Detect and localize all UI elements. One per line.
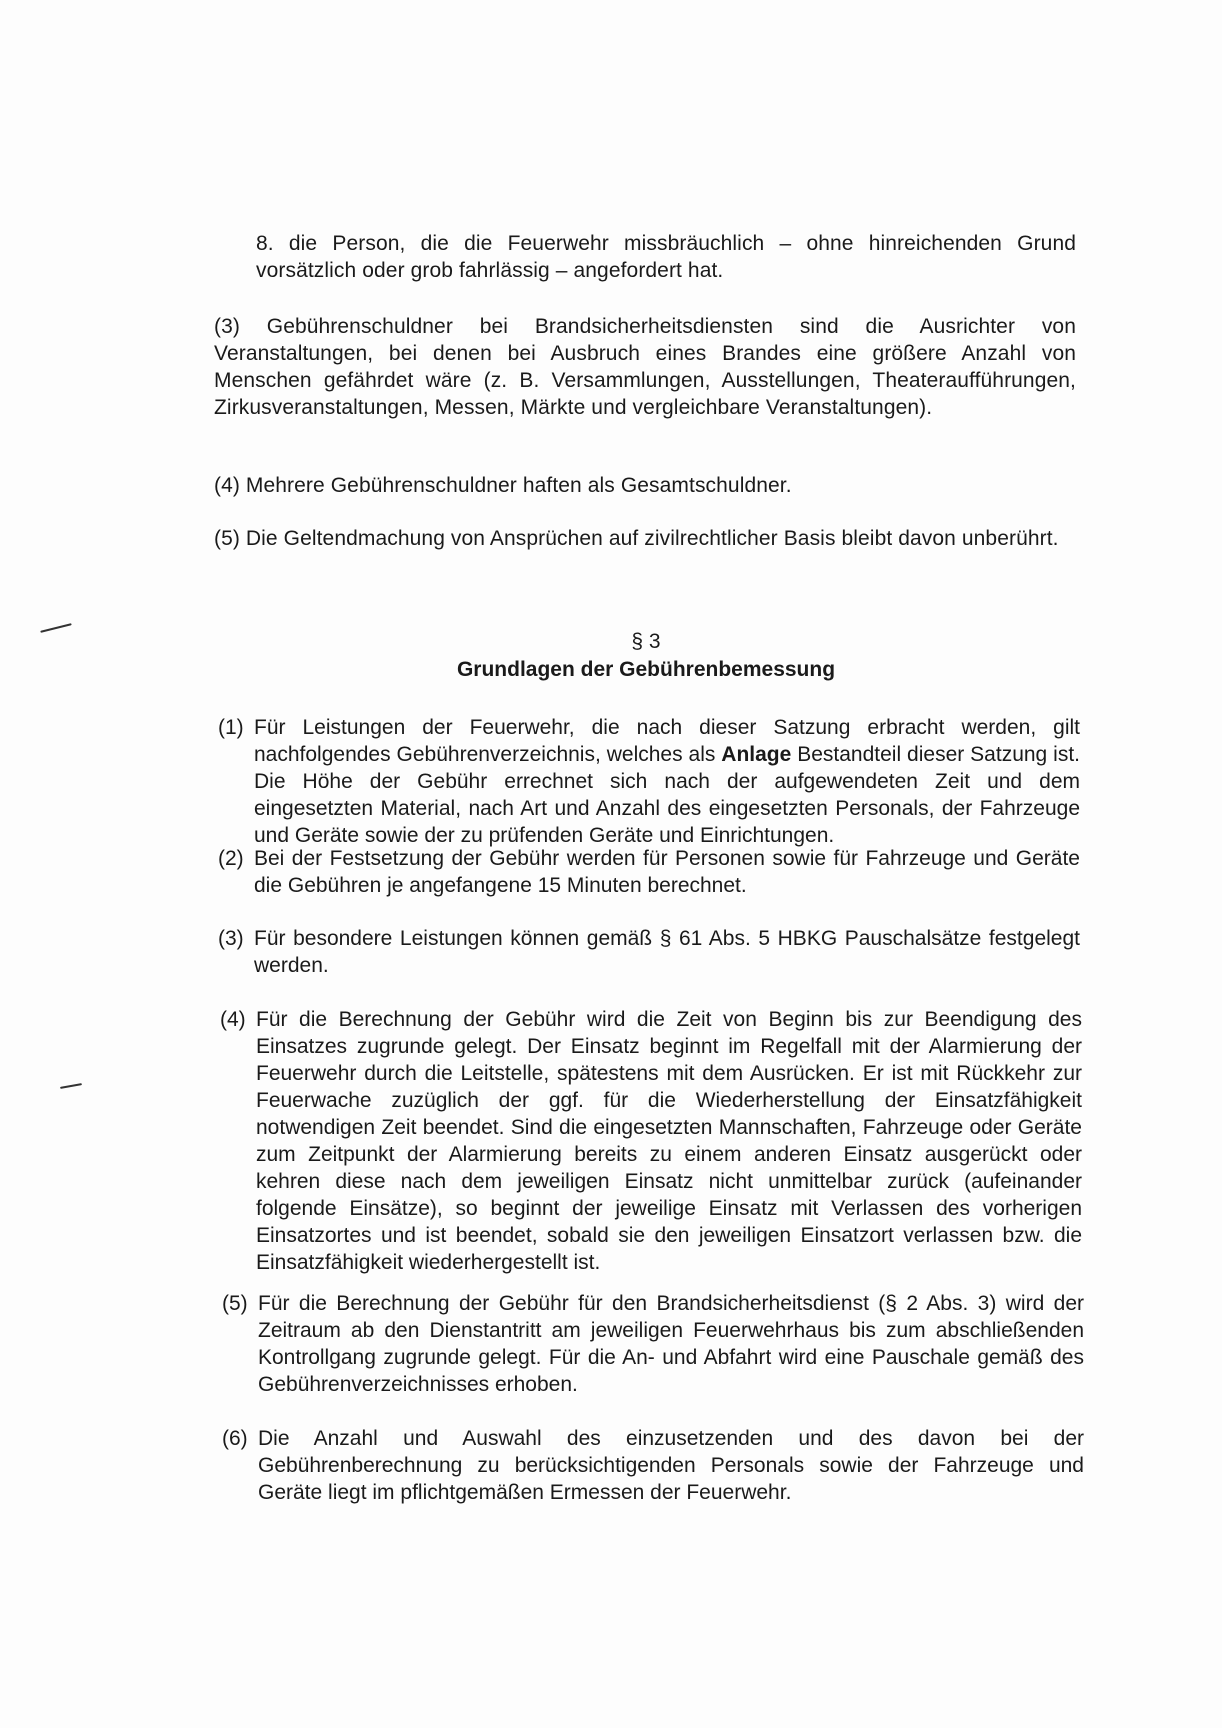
section3-item-3 [218, 925, 1080, 979]
section3-item-2 [218, 845, 1080, 899]
section2-paragraph-3: (3) Gebührenschuldner bei Brandsicherheitsdiensten sind die Ausrichter von Veranstaltungen, bei denen bei Ausbruch eines Brandes eine größere Anzahl von Menschen gefährdet wäre (z. B. Versammlungen, Ausstellungen, Theateraufführungen, Zirkusveranstaltungen, Messen, Märkte und vergleichbare Veranstaltungen). [214, 315, 1076, 419]
section2-paragraph-4: (4) Mehrere Gebührenschuldner haften als Gesamtschuldner. [214, 474, 792, 497]
item-text: Für die Berechnung der Gebühr wird die Zeit von Beginn bis zur Beendigung des Einsatzes zugrunde gelegt. Der Einsatz beginnt im Regelfall mit der Alarmierung der Feuerwehr durch die Leitstelle, spätestens mit dem Ausrücken. Er ist mit Rückkehr zur Feuerwache zuzüglich der ggf. für die Wiederherstellung der Einsatzfähigkeit notwendigen Zeit beendet. Sind die eingesetzten Mannschaften, Fahrzeuge oder Geräte zum Zeitpunkt der Alarmierung bereits zu einem anderen Einsatz ausgerückt oder kehren diese nach dem jeweiligen Einsatz nicht unmittelbar zurück (aufeinander folgende Einsätze), so beginnt der jeweilige Einsatz mit Verlassen des vorherigen Einsatzortes und ist beendet, sobald sie den jeweiligen Einsatzort verlassen bzw. die Einsatzfähigkeit wiederhergestellt ist. [256, 1008, 1082, 1274]
item-number: (5) [222, 1292, 248, 1315]
item-text: Für die Berechnung der Gebühr für den Brandsicherheitsdienst (§ 2 Abs. 3) wird der Zeitraum ab den Dienstantritt am jeweiligen Feuerwehrhaus bis zum abschließenden Kontrollgang zugrunde gelegt. Für die An- und Abfahrt wird eine Pauschale gemäß des Gebührenverzeichnisses erhoben. [258, 1292, 1084, 1396]
section3-number: § 3 [631, 630, 661, 653]
item-number: (4) [220, 1008, 246, 1031]
item-text: Für Leistungen der Feuerwehr, die nach dieser Satzung erbracht werden, gilt nachfolgendes Gebührenverzeichnis, welches als Anlage Bestandteil dieser Satzung ist. Die Höhe der Gebühr errechnet sich nach der aufgewendeten Zeit und dem eingesetzten Material, nach Art und Anzahl des eingesetzten Personals, der Fahrzeuge und Geräte sowie der zu prüfenden Geräte und Einrichtungen. [254, 716, 1080, 847]
section3-title: Grundlagen der Gebührenbemessung [456, 658, 836, 681]
anlage-bold: Anlage [721, 743, 792, 766]
list-item-8: 8. die Person, die die Feuerwehr missbräuchlich – ohne hinreichenden Grund vorsätzlich oder grob fahrlässig – angefordert hat. [256, 232, 1076, 282]
punch-mark-bottom [60, 1083, 82, 1089]
item-number: (1) [218, 716, 244, 739]
item-text: Bei der Festsetzung der Gebühr werden für Personen sowie für Fahrzeuge und Geräte die Gebühren je angefangene 15 Minuten berechnet. [254, 847, 1080, 897]
item-text: Für besondere Leistungen können gemäß § 61 Abs. 5 HBKG Pauschalsätze festgelegt werden. [254, 927, 1080, 977]
section3-item-5 [222, 1290, 1084, 1398]
item-number: (3) [218, 927, 244, 950]
section3-item-6 [222, 1425, 1084, 1506]
item-number: (6) [222, 1427, 248, 1450]
section3-item-4 [220, 1006, 1082, 1276]
item-text: Die Anzahl und Auswahl des einzusetzenden und des davon bei der Gebührenberechnung zu berücksichtigenden Personals sowie der Fahrzeuge und Geräte liegt im pflichtgemäßen Ermessen der Feuerwehr. [258, 1427, 1084, 1504]
item-number: (2) [218, 847, 244, 870]
section2-paragraph-5: (5) Die Geltendmachung von Ansprüchen auf zivilrechtlicher Basis bleibt davon unberührt. [214, 527, 1059, 550]
section3-item-1 [218, 714, 1080, 849]
